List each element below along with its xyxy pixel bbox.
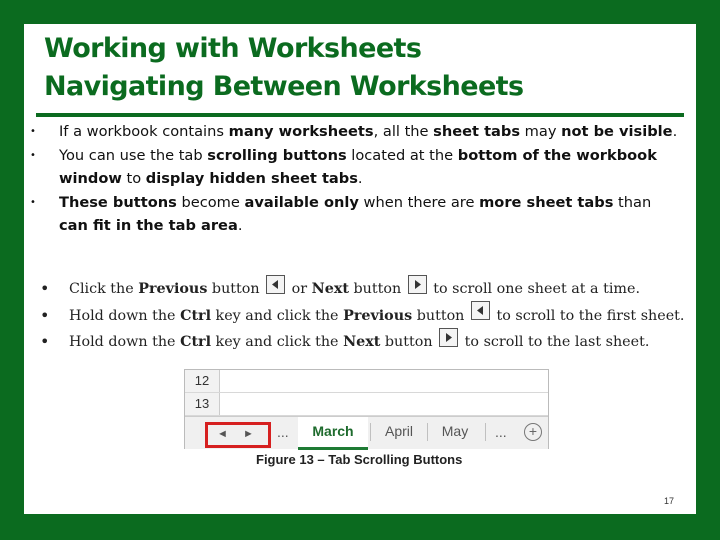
bold-text: many worksheets (228, 123, 374, 140)
bullet-item (30, 191, 680, 238)
sheet-row (185, 393, 548, 416)
text: to scroll to the last sheet. (460, 334, 650, 350)
title-line-2: Navigating Between Worksheets (44, 71, 524, 102)
text: button (412, 307, 469, 324)
slide-title (44, 30, 684, 106)
text: If a workbook contains (59, 123, 229, 140)
text: key and click the (211, 334, 344, 350)
previous-sheet-icon (471, 301, 490, 320)
bullet-dot: • (30, 196, 36, 208)
bold-text: Ctrl (180, 307, 212, 324)
tab-divider (485, 423, 486, 441)
text: Hold down the (69, 334, 181, 350)
bold-text: scrolling buttons (207, 146, 347, 164)
text: to scroll one sheet at a time. (428, 281, 640, 297)
previous-sheet-icon (266, 275, 285, 294)
bold-text: display hidden sheet tabs (145, 170, 358, 187)
tab-april[interactable]: April (384, 423, 413, 439)
text: You can use the tab (59, 146, 208, 164)
bullet-dot: • (40, 332, 50, 351)
next-sheet-button[interactable]: ► (243, 428, 254, 440)
title-rule (36, 113, 684, 117)
text: than (613, 193, 652, 211)
bullet-dot: • (40, 305, 50, 325)
bold-text: more sheet tabs (479, 193, 614, 211)
next-sheet-icon (408, 275, 427, 294)
bullet-dot: • (30, 126, 36, 137)
text: button (207, 281, 265, 297)
text: Click the (69, 281, 139, 297)
bold-text: can fit in the tab area (59, 217, 238, 234)
text: or (287, 281, 312, 297)
sheet-row (185, 370, 548, 393)
text: when there are (358, 193, 480, 211)
slide (24, 24, 696, 514)
text: to (121, 170, 146, 187)
tab-scrolling-buttons (205, 422, 271, 448)
bold-text: bottom of the workbook window (59, 146, 657, 187)
tab-ellipsis-left[interactable]: ... (277, 424, 289, 440)
tab-divider (427, 423, 428, 441)
text: become (176, 193, 245, 211)
tab-ellipsis-right[interactable]: ... (495, 424, 507, 440)
bold-text: sheet tabs (433, 123, 521, 140)
tab-march[interactable]: March (298, 417, 368, 450)
bullet-item (30, 120, 680, 144)
text: . (672, 123, 678, 140)
bold-text: These buttons (59, 193, 177, 211)
instruction-item (38, 303, 688, 330)
text: to scroll to the first sheet. (491, 307, 685, 324)
tab-divider (370, 423, 371, 441)
tab-scrolling-figure (184, 369, 549, 449)
bold-text: Previous (138, 281, 208, 297)
row-number: 13 (185, 393, 220, 415)
figure-caption: Figure 13 – Tab Scrolling Buttons (256, 452, 463, 467)
bold-text: Next (311, 281, 349, 297)
next-sheet-icon (439, 328, 458, 347)
sheet-tab-bar (185, 416, 548, 449)
text: , all the (373, 123, 434, 140)
text: button (380, 334, 438, 350)
instruction-list (38, 276, 688, 356)
title-line-1: Working with Worksheets (44, 33, 422, 64)
bold-text: not be visible (561, 123, 673, 140)
bold-text: Previous (343, 307, 413, 324)
bullet-item (30, 144, 680, 191)
text: Hold down the (69, 307, 181, 324)
bold-text: available only (244, 193, 359, 211)
add-sheet-icon[interactable]: + (524, 423, 542, 441)
instruction-item (38, 276, 688, 303)
tab-may[interactable]: May (441, 423, 469, 439)
text: key and click the (211, 307, 344, 324)
bold-text: Next (343, 334, 381, 350)
bullet-dot: • (30, 149, 36, 161)
text: button (348, 281, 406, 297)
row-number: 12 (185, 370, 220, 392)
bullet-dot: • (40, 279, 50, 298)
page-number: 17 (664, 496, 675, 506)
text: may (520, 123, 562, 140)
bullet-list (30, 120, 680, 238)
text: . (237, 217, 243, 234)
bold-text: Ctrl (180, 334, 212, 350)
instruction-item (38, 329, 688, 356)
previous-sheet-button[interactable]: ◄ (217, 428, 228, 440)
text: located at the (346, 146, 458, 164)
text: . (357, 170, 363, 187)
